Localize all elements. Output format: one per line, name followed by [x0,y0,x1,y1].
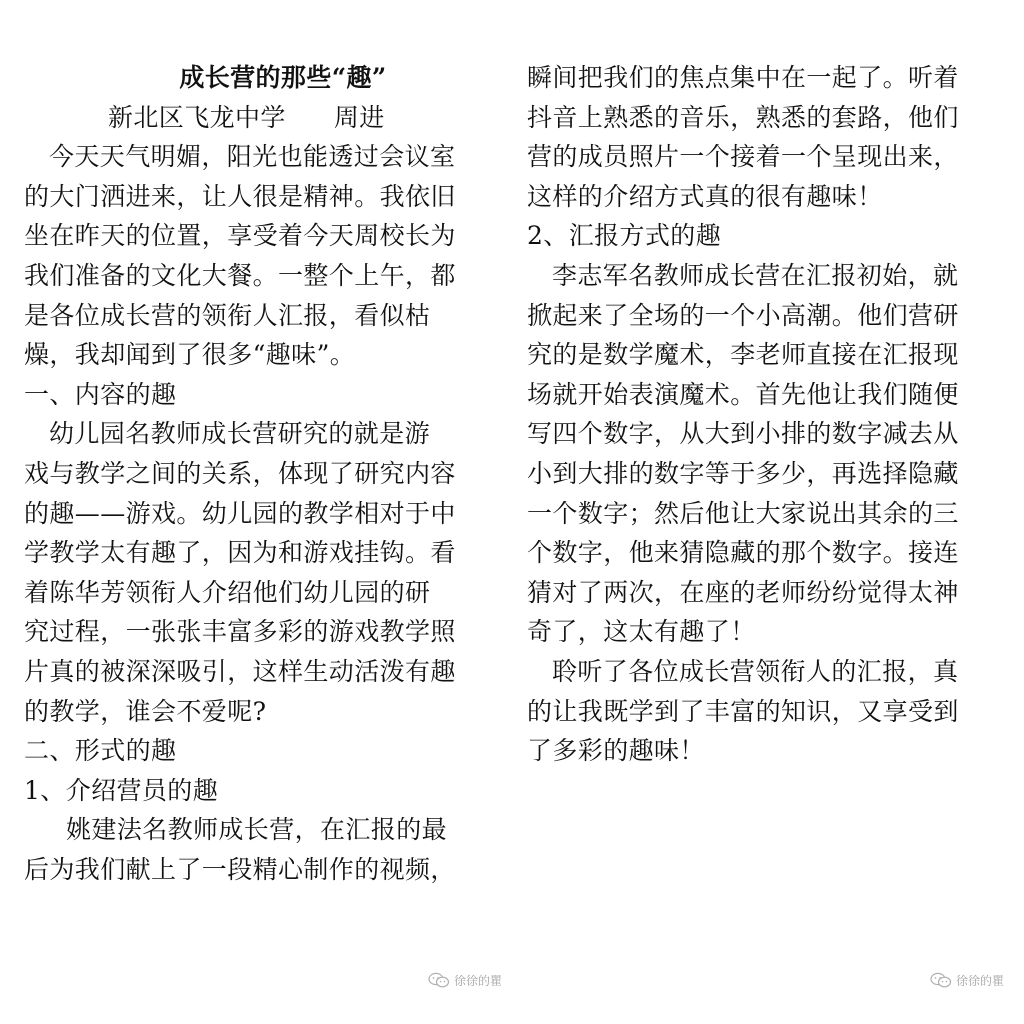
paragraph-line: 后为我们献上了一段精心制作的视频， [24,854,456,884]
paragraph-line: 的教学，谁会不爱呢? [24,696,267,726]
article-title: 成长营的那些“趣” [179,63,387,92]
watermark-text: 徐徐的瞿 [454,973,503,988]
paragraph-line: 这样的介绍方式真的很有趣味！ [527,181,883,211]
subsection-heading: 2、汇报方式的趣 [527,221,722,251]
right-column [527,58,1005,771]
watermark-text: 徐徐的瞿 [956,973,1005,988]
paragraph-line: 戏与教学之间的关系，体现了研究内容 [24,458,456,488]
paragraph-line: 的大门洒进来，让人很是精神。我依旧 [24,181,456,211]
paragraph-line: 究过程，一张张丰富多彩的游戏教学照 [24,617,456,647]
wechat-icon [428,972,450,988]
paragraph-line: 李志军名教师成长营在汇报初始，就 [552,260,959,290]
paragraph-line: 着陈华芳领衔人介绍他们幼儿园的研 [24,577,431,607]
paragraph-line: 学教学太有趣了，因为和游戏挂钩。看 [24,538,456,568]
paragraph-line: 我们准备的文化大餐。一整个上午，都 [24,260,456,290]
paragraph-line: 猜对了两次，在座的老师纷纷觉得太神 [527,577,959,607]
wechat-icon [930,972,952,988]
paragraph-line: 姚建法名教师成长营，在汇报的最 [66,815,448,845]
watermark-left [428,969,502,991]
section-heading: 二、形式的趣 [24,736,177,766]
paragraph-line: 聆听了各位成长营领衔人的汇报，真 [552,656,959,686]
paragraph-line: 幼儿园名教师成长营研究的就是游 [49,419,431,449]
paragraph-line: 抖音上熟悉的音乐，熟悉的套路，他们 [527,102,959,132]
paragraph-line: 个数字，他来猜隐藏的那个数字。接连 [527,538,959,568]
paragraph-line: 一个数字；然后他让大家说出其余的三 [527,498,959,528]
paragraph-line: 究的是数学魔术，李老师直接在汇报现 [527,340,959,370]
watermark-right [930,969,1004,991]
paragraph-line: 写四个数字，从大到小排的数字减去从 [527,419,959,449]
paragraph-line: 坐在昨天的位置，享受着今天周校长为 [24,221,456,251]
paragraph-line: 的趣——游戏。幼儿园的教学相对于中 [24,498,456,528]
paragraph-line: 营的成员照片一个接着一个呈现出来， [527,142,959,172]
left-column [24,58,502,889]
byline-school: 新北区飞龙中学 [108,102,286,132]
paragraph-line: 今天天气明媚，阳光也能透过会议室 [49,142,456,172]
paragraph-line: 了多彩的趣味！ [527,736,705,766]
paragraph-line: 奇了，这太有趣了！ [527,617,756,647]
byline-author: 周进 [333,102,385,132]
paragraph-line: 场就开始表演魔术。首先他让我们随便 [527,379,959,409]
paragraph-line: 是各位成长营的领衔人汇报，看似枯 [24,300,431,330]
paragraph-line: 的让我既学到了丰富的知识，又享受到 [527,696,959,726]
paragraph-line: 片真的被深深吸引，这样生动活泼有趣 [24,656,456,686]
article-byline [24,98,502,138]
section-heading: 一、内容的趣 [24,379,177,409]
paragraph-line: 燥，我却闻到了很多“趣味”。 [24,340,356,370]
paragraph-line: 掀起来了全场的一个小高潮。他们营研 [527,300,959,330]
paragraph-line: 瞬间把我们的焦点集中在一起了。听着 [527,63,959,92]
paragraph-line: 小到大排的数字等于多少，再选择隐藏 [527,458,959,488]
subsection-heading: 1、介绍营员的趣 [24,775,219,805]
